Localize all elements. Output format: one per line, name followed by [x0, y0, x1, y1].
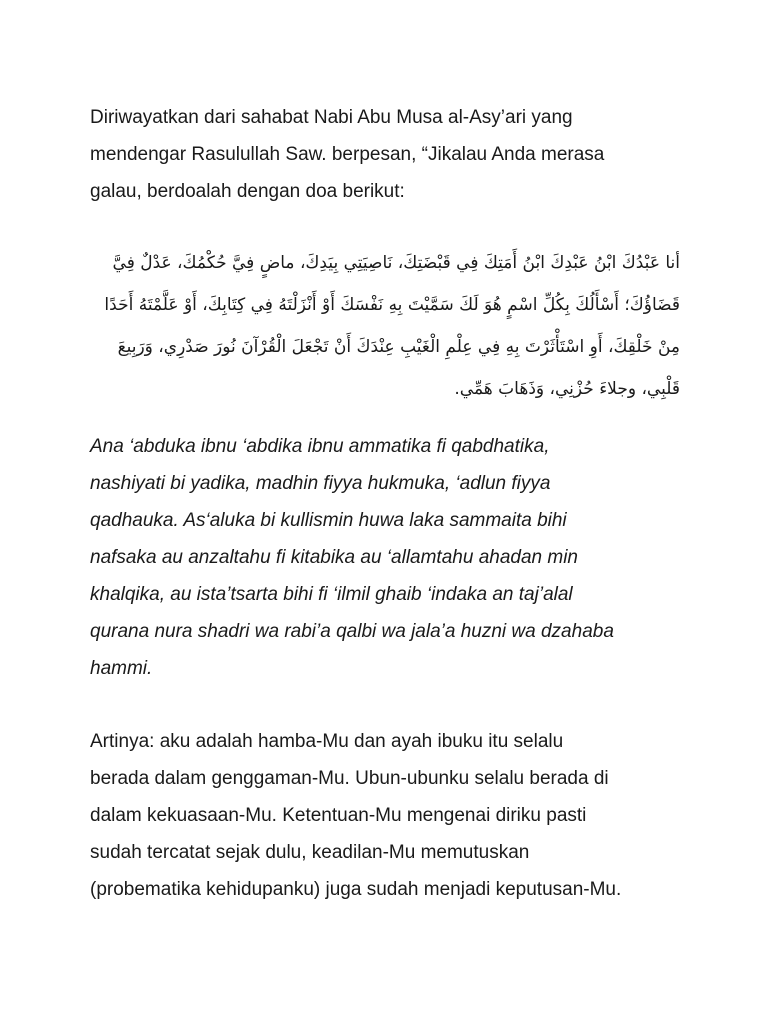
intro-line: Diriwayatkan dari sahabat Nabi Abu Musa al-Asy’ari yang: [90, 107, 573, 128]
meaning-line: (probematika kehidupanku) juga sudah menjadi keputusan-Mu.: [90, 879, 622, 900]
meaning-line: Artinya: aku adalah hamba-Mu dan ayah ibuku itu selalu: [90, 731, 564, 752]
meaning-line: berada dalam genggaman-Mu. Ubun-ubunku selalu berada di: [90, 768, 609, 789]
arabic-line: قَلْبِي، وجلاءَ حُزْنِي، وَذَهَابَ هَمِّي.: [454, 379, 680, 399]
arabic-line: قَضَاؤُكَ؛ أَسْأَلُكَ بِكُلِّ اسْمٍ هُوَ لَكَ سَمَّيْتَ بِهِ نَفْسَكَ أَوْ أَنْزَلْتَهُ فِي كِتَابِكَ، أَوْ عَلَّمْتَهُ أَحَدًا: [104, 295, 680, 315]
meaning-line: dalam kekuasaan-Mu. Ketentuan-Mu mengenai diriku pasti: [90, 805, 587, 826]
meaning-line: sudah tercatat sejak dulu, keadilan-Mu memutuskan: [90, 842, 530, 863]
meaning-paragraph: [90, 723, 690, 908]
transliteration-line: nashiyati bi yadika, madhin fiyya hukmuka, ‘adlun fiyya: [90, 473, 551, 494]
transliteration-line: nafsaka au anzaltahu fi kitabika au ‘allamtahu ahadan min: [90, 547, 578, 568]
transliteration-line: qadhauka. As‘aluka bi kullismin huwa laka sammaita bihi: [90, 510, 567, 531]
arabic-line: مِنْ خَلْقِكَ، أَوِ اسْتَأْثَرْتَ بِهِ فِي عِلْمِ الْغَيْبِ عِنْدَكَ أَنْ تَجْعَلَ الْقُرْآنَ نُورَ صَدْرِي، وَرَبِيعَ: [117, 337, 680, 357]
transliteration-line: hammi.: [90, 658, 153, 679]
arabic-line: أنا عَبْدُكَ ابْنُ عَبْدِكَ ابْنُ أَمَتِكَ فِي قَبْضَتِكَ، نَاصِيَتِي بِيَدِكَ، ماضٍ فِيَّ حُكْمُكَ، عَدْلٌ فِيَّ: [112, 253, 680, 273]
intro-paragraph: [90, 99, 690, 210]
intro-line: mendengar Rasulullah Saw. berpesan, “Jikalau Anda merasa: [90, 144, 605, 165]
transliteration-paragraph: [90, 428, 690, 687]
transliteration-line: qurana nura shadri wa rabi’a qalbi wa jala’a huzni wa dzahaba: [90, 621, 614, 642]
intro-line: galau, berdoalah dengan doa berikut:: [90, 181, 405, 202]
transliteration-line: khalqika, au ista’tsarta bihi fi ‘ilmil ghaib ‘indaka an taj’alal: [90, 584, 573, 605]
transliteration-line: Ana ‘abduka ibnu ‘abdika ibnu ammatika fi qabdhatika,: [90, 436, 550, 457]
arabic-prayer: [104, 242, 680, 410]
